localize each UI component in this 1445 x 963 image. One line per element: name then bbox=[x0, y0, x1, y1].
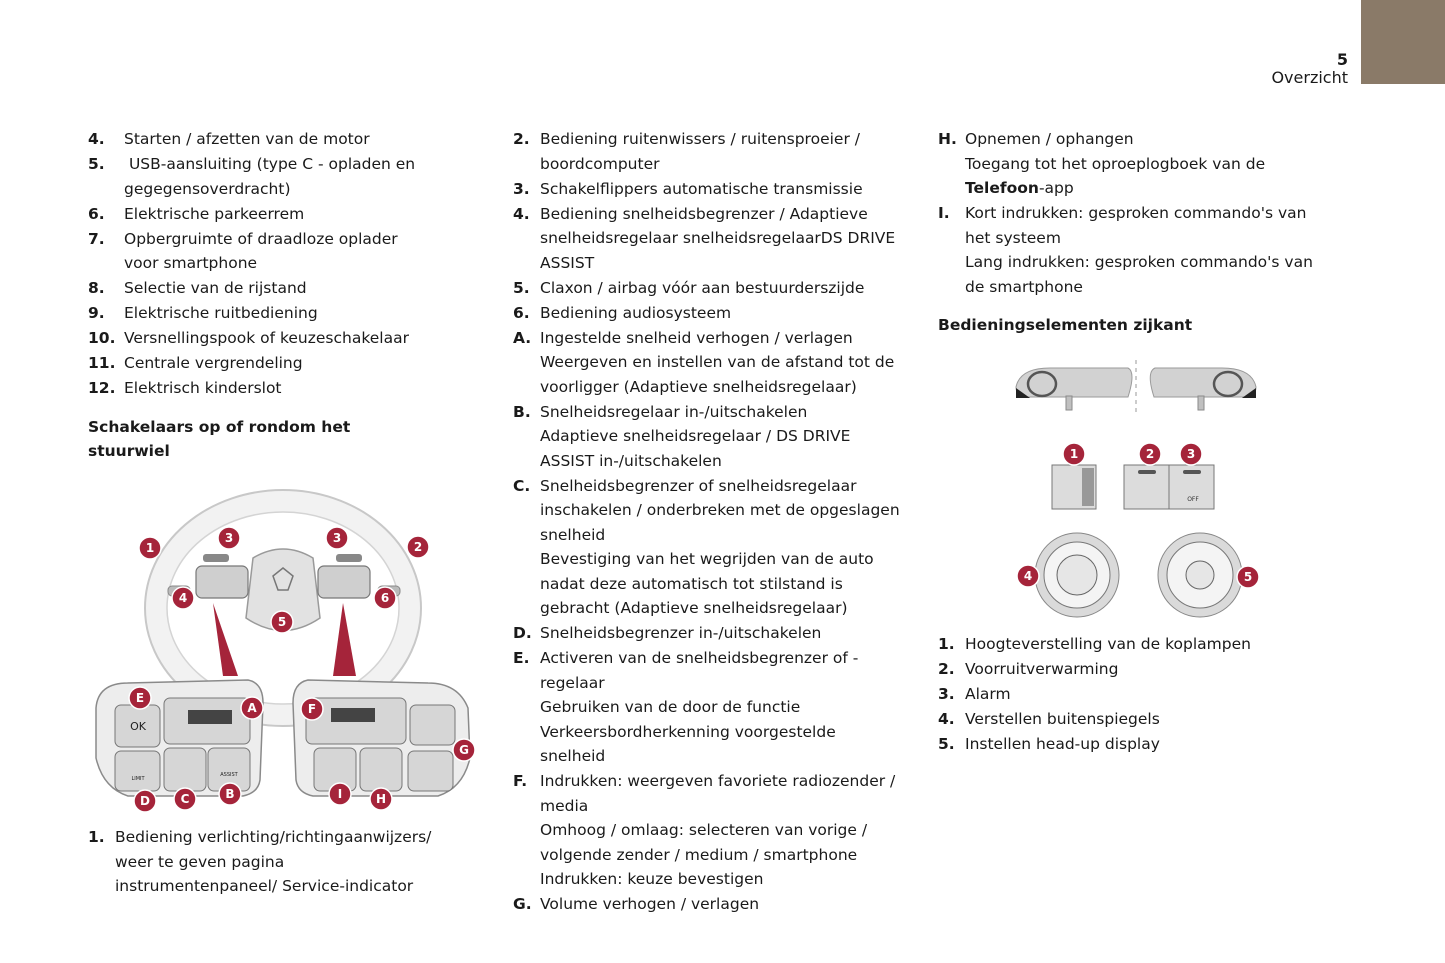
section-heading: Bedieningselementen zijkant bbox=[938, 316, 1193, 334]
ok-button-label: OK bbox=[130, 720, 146, 733]
column-3-bottom bbox=[938, 632, 1323, 757]
list-item: 4. Bediening snelheidsbegrenzer / Adaptieve snelheidsregelaar snelheidsregelaarDS DRIVE ASSIST bbox=[513, 204, 896, 272]
list-item: 3. Schakelflippers automatische transmissie bbox=[513, 179, 863, 198]
list-item: C. Snelheidsbegrenzer of snelheidsregelaar inschakelen / onderbreken met de opgeslagen snelheid Bevestiging van het wegrijden van de auto nadat deze automatisch tot stilstand is gebracht (Adaptieve snelheidsregelaar) bbox=[513, 476, 900, 617]
list-item: 10. Versnellingspook of keuzeschakelaar bbox=[88, 329, 409, 347]
side-callout-1: 1 bbox=[1069, 447, 1079, 461]
side-callout-2: 2 bbox=[1145, 447, 1155, 461]
list-item: D. Snelheidsbegrenzer in-/uitschakelen bbox=[513, 624, 822, 642]
list-item: 12. Elektrisch kinderslot bbox=[88, 379, 282, 397]
list-item: G. Volume verhogen / verlagen bbox=[513, 895, 760, 913]
list-item: H. Opnemen / ophangen Toegang tot het oproeplogboek van de Telefoon-app bbox=[938, 130, 1266, 197]
column-1-bottom bbox=[88, 825, 438, 899]
list-item: 7. Opbergruimte of draadloze oplader voor smartphone bbox=[88, 229, 398, 272]
list-item: 6. Elektrische parkeerrem bbox=[88, 204, 305, 223]
list-item: E. Activeren van de snelheidsbegrenzer of -regelaar Gebruiken van de door de functie Verkeersbordherkenning voorgestelde snelheid bbox=[513, 649, 859, 765]
callout-3-right: 3 bbox=[332, 531, 342, 545]
list-item: B. Snelheidsregelaar in-/uitschakelen Adaptieve snelheidsregelaar / DS DRIVE ASSIST in-/uitschakelen bbox=[513, 402, 851, 470]
column-3 bbox=[938, 127, 1323, 348]
list-item: 5. Instellen head-up display bbox=[938, 735, 1160, 753]
list-item: 1. Bediening verlichting/richtingaanwijzers/ weer te geven pagina instrumentenpaneel/ Service-indicator bbox=[88, 828, 432, 895]
column-1 bbox=[88, 127, 428, 474]
list-item: A. Ingestelde snelheid verhogen / verlagen Weergeven en instellen van de afstand tot de voorligger (Adaptieve snelheidsregelaar) bbox=[513, 328, 895, 396]
callout-f: F bbox=[307, 702, 317, 716]
assist-button-label: ASSIST bbox=[220, 772, 238, 778]
callout-a: A bbox=[247, 701, 257, 715]
list-item: F. Indrukken: weergeven favoriete radiozender / media Omhoog / omlaag: selecteren van vorige / volgende zender / medium / smartphone Indrukken: keuze bevestigen bbox=[513, 772, 896, 888]
callout-h: H bbox=[375, 792, 387, 806]
list-item: 1. Hoogteverstelling van de koplampen bbox=[938, 635, 1251, 653]
column-2 bbox=[513, 127, 903, 917]
list-item: 3. Alarm bbox=[938, 685, 1011, 703]
callout-c: C bbox=[180, 792, 190, 806]
callout-5: 5 bbox=[277, 615, 287, 629]
callout-d: D bbox=[140, 794, 150, 808]
list-item: 9. Elektrische ruitbediening bbox=[88, 304, 318, 322]
list-item: 4. Starten / afzetten van de motor bbox=[88, 130, 370, 148]
steering-wheel-illustration bbox=[88, 458, 488, 818]
section-heading: Schakelaars op of rondom het stuurwiel bbox=[88, 417, 351, 460]
side-controls-illustration bbox=[1010, 352, 1270, 624]
callout-g: G bbox=[459, 743, 469, 757]
chapter-tab bbox=[1361, 0, 1445, 84]
list-item: 6. Bediening audiosysteem bbox=[513, 303, 732, 322]
side-callout-3: 3 bbox=[1186, 447, 1196, 461]
callout-i: I bbox=[337, 787, 343, 801]
section-title: Overzicht bbox=[1271, 68, 1348, 87]
limit-button-label: LIMIT bbox=[131, 776, 145, 782]
list-item: 8. Selectie van de rijstand bbox=[88, 279, 307, 297]
callout-b: B bbox=[225, 787, 235, 801]
callout-6: 6 bbox=[380, 591, 390, 605]
off-label: OFF bbox=[1187, 496, 1199, 503]
callout-4: 4 bbox=[178, 591, 188, 605]
list-item: I. Kort indrukken: gesproken commando's van het systeem Lang indrukken: gesproken commando's van de smartphone bbox=[938, 204, 1313, 296]
callout-3-left: 3 bbox=[224, 531, 234, 545]
list-item: 2. Voorruitverwarming bbox=[938, 660, 1119, 678]
callout-2: 2 bbox=[413, 540, 423, 554]
callout-e: E bbox=[135, 691, 145, 705]
list-item: 5. USB-aansluiting (type C - opladen en gegegensoverdracht) bbox=[88, 155, 421, 198]
list-item: 5. Claxon / airbag vóór aan bestuurderszijde bbox=[513, 278, 865, 297]
side-callout-5: 5 bbox=[1243, 570, 1253, 584]
list-item: 2. Bediening ruitenwissers / ruitensproeier / boordcomputer bbox=[513, 130, 860, 173]
list-item: 4. Verstellen buitenspiegels bbox=[938, 710, 1160, 728]
list-item: 11. Centrale vergrendeling bbox=[88, 354, 303, 372]
side-callout-4: 4 bbox=[1023, 569, 1033, 583]
page-number: 5 bbox=[1336, 50, 1348, 69]
callout-1: 1 bbox=[145, 541, 155, 555]
